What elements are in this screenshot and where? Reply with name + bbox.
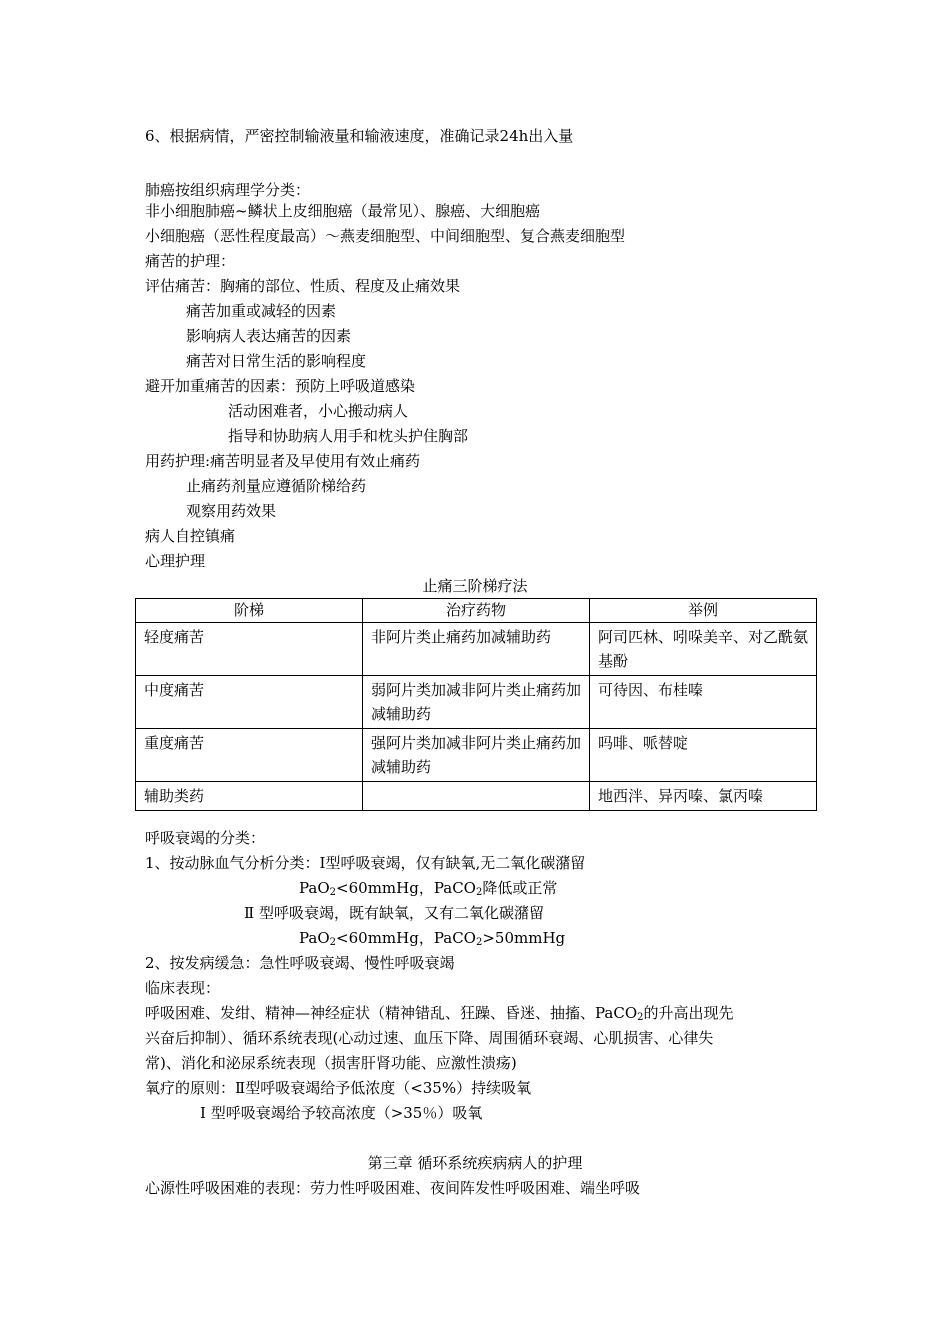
pain-assess-item: 影响病人表达痛苦的因素 (186, 327, 352, 345)
pain-avoid-item: 指导和协助病人用手和枕头护住胸部 (228, 427, 469, 445)
column-header: 举例 (590, 599, 817, 623)
table-cell: 强阿片类加减非阿片类止痛药加减辅助药 (363, 729, 590, 782)
blood-gas-class-line: 1、按动脉血气分析分类：Ⅰ型呼吸衰竭，仅有缺氧,无二氧化碳潴留 (145, 854, 586, 872)
column-header: 治疗药物 (363, 599, 590, 623)
onset-class-line: 2、按发病缓急：急性呼吸衰竭、慢性呼吸衰竭 (145, 954, 455, 972)
clinical-line: 兴奋后抑制）、循环系统表现(心动过速、血压下降、周围循环衰竭、心肌损害、心律失 (145, 1029, 714, 1047)
clinical-line: 呼吸困难、发绀、精神—神经症状（精神错乱、狂躁、昏迷、抽搐、PaCO$_2$的升高出现先 (145, 1004, 734, 1023)
pain-care-heading: 痛苦的护理： (145, 252, 236, 270)
table-cell: 阿司匹林、吲哚美辛、对乙酰氨基酚 (590, 623, 817, 676)
table-header-row (136, 599, 817, 623)
column-header: 阶梯 (136, 599, 363, 623)
pain-avoid-item: 活动困难者，小心搬动病人 (228, 402, 409, 420)
pain-assess-item: 痛苦对日常生活的影响程度 (186, 352, 367, 370)
table-cell: 可待因、布桂嗪 (590, 676, 817, 729)
table-row (136, 623, 817, 676)
lung-cancer-heading: 肺癌按组织病理学分类： (145, 181, 311, 199)
table-cell: 中度痛苦 (136, 676, 363, 729)
table-row (136, 729, 817, 782)
table-cell: 吗啡、哌替啶 (590, 729, 817, 782)
type2-values-line: PaO$_2$<60mmHg，PaCO$_2$>50mmHg (299, 929, 566, 948)
table-cell: 辅助类药 (136, 782, 363, 811)
oxygen-principle-line: 氧疗的原则：Ⅱ型呼吸衰竭给予低浓度（<35%）持续吸氧 (145, 1079, 532, 1097)
oxygen-type1-line: Ⅰ 型呼吸衰竭给予较高浓度（>35％）吸氧 (200, 1104, 483, 1122)
type2-line: Ⅱ 型呼吸衰竭，既有缺氧，又有二氧化碳潴留 (244, 904, 544, 922)
sclc-line: 小细胞癌（恶性程度最高）～燕麦细胞型、中间细胞型、复合燕麦细胞型 (145, 227, 626, 245)
pain-avoid-line: 避开加重痛苦的因素：预防上呼吸道感染 (145, 377, 416, 395)
table-cell: 弱阿片类加减非阿片类止痛药加减辅助药 (363, 676, 590, 729)
pain-assess-line: 评估痛苦：胸痛的部位、性质、程度及止痛效果 (145, 277, 461, 295)
drug-care-line: 用药护理:痛苦明显者及早使用有效止痛药 (145, 452, 421, 470)
fluid-control-line: 6、根据病情，严密控制输液量和输液速度，准确记录24h出入量 (145, 127, 574, 145)
table-row (136, 782, 817, 811)
psych-line: 心理护理 (145, 552, 206, 570)
table-cell: 地西泮、异丙嗪、氯丙嗪 (590, 782, 817, 811)
resp-failure-heading: 呼吸衰竭的分类： (145, 829, 266, 847)
table-cell: 轻度痛苦 (136, 623, 363, 676)
table-cell (363, 782, 590, 811)
pca-line: 病人自控镇痛 (145, 527, 236, 545)
ladder-table-title: 止痛三阶梯疗法 (422, 577, 528, 595)
analgesic-ladder-table (135, 598, 817, 811)
clinical-line: 常)、消化和泌尿系统表现（损害肝肾功能、应激性溃疡) (145, 1054, 517, 1072)
type1-values-line: PaO$_2$<60mmHg，PaCO$_2$降低或正常 (299, 879, 558, 898)
drug-care-item: 止痛药剂量应遵循阶梯给药 (186, 477, 367, 495)
table-cell: 重度痛苦 (136, 729, 363, 782)
nsclc-line: 非小细胞肺癌~鳞状上皮细胞癌（最常见）、腺癌、大细胞癌 (145, 202, 541, 220)
clinical-heading: 临床表现： (145, 979, 221, 997)
chapter-title: 第三章 循环系统疾病病人的护理 (367, 1154, 583, 1172)
table-cell: 非阿片类止痛药加减辅助药 (363, 623, 590, 676)
pain-assess-item: 痛苦加重或减轻的因素 (186, 302, 337, 320)
drug-care-item: 观察用药效果 (186, 502, 277, 520)
cardiac-dyspnea-line: 心源性呼吸困难的表现：劳力性呼吸困难、夜间阵发性呼吸困难、端坐呼吸 (145, 1179, 641, 1197)
table-row (136, 676, 817, 729)
